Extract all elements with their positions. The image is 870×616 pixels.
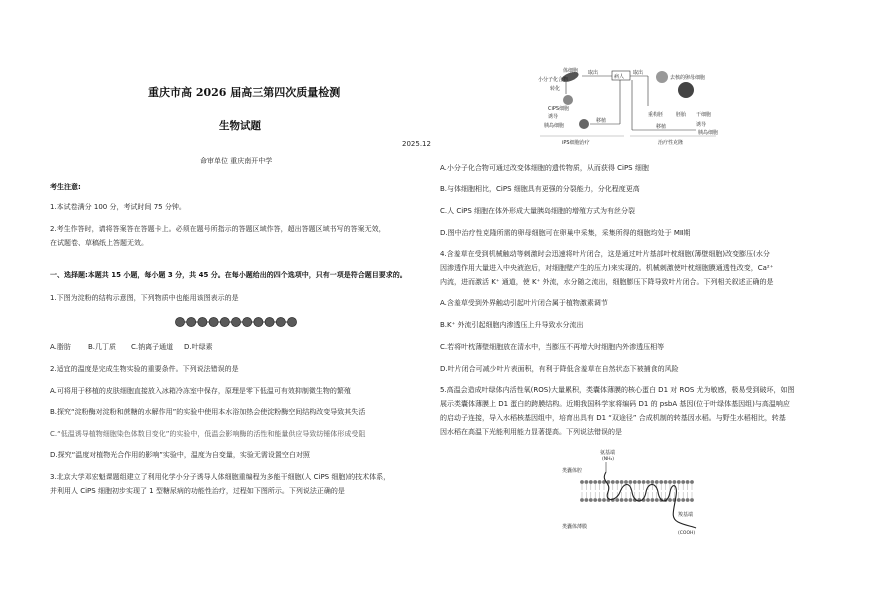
lipid-head — [651, 498, 655, 502]
question-3-stem-line: 3.北京大学邓宏魁课题组建立了利用化学小分子诱导人体细胞重编程为多能干细胞(人 CiPS 细胞)的技术体系， — [50, 473, 391, 481]
notice-line: 在试题卷、草稿纸上答题无效。 — [50, 239, 148, 247]
caption-ips: iPS细胞治疗 — [562, 140, 590, 146]
question-4-option-c: C.若将叶枕薄壁细胞放在清水中，当膨压不再增大时细胞内外渗透压相等 — [440, 343, 665, 351]
lipid-head — [677, 498, 681, 502]
d1-protein-membrane-diagram — [560, 448, 710, 536]
lipid-head — [686, 498, 690, 502]
lipid-head — [633, 480, 637, 484]
question-4-option-b: B.K⁺ 外流引起细胞内渗透压上升导致水分流出 — [440, 321, 584, 329]
lipid-head — [646, 480, 650, 484]
lipid-head — [668, 480, 672, 484]
lipid-head — [620, 480, 624, 484]
question-4-stem-line: 内流，进而激活 K⁺ 通道，使 K⁺ 外流，水分随之流出，细胞膨压下降导致叶片闭合。下列相关叙述正确的是 — [440, 278, 774, 286]
label-membrane: 类囊体薄膜 — [562, 524, 588, 530]
label-lumen: 类囊体腔 — [562, 468, 583, 474]
lipid-head — [615, 498, 619, 502]
organizer: 命审单位 重庆南开中学 — [200, 157, 273, 165]
question-1-stem: 1.下图为淀粉的结构示意图，下列物质中也能用该图表示的是 — [50, 294, 239, 302]
lipid-head — [589, 498, 593, 502]
glucose-unit — [276, 317, 285, 326]
question-5-stem-line: 的启动子连接，导入水稻核基因组中，培育出具有 D1 “双途径” 合成机制的转基因水稻。与野生水稻相比，转基 — [440, 414, 786, 422]
glucose-unit — [187, 317, 196, 326]
exam-date: 2025.12 — [402, 140, 431, 148]
notice-line: 2.考生作答时，请将答案答在答题卡上。必须在题号所指示的答题区域作答，超出答题区域书写的答案无效， — [50, 225, 386, 233]
lipid-head — [620, 498, 624, 502]
question-4-stem-line: 4.含羞草在受到机械触动等刺激时会迅速将叶片闭合，这是通过叶片基部叶枕细胞(薄壁细胞)改变膨压(水分 — [440, 250, 770, 258]
label-embryo: 胚胎 — [676, 112, 687, 118]
lipid-head — [681, 480, 685, 484]
lipid-head — [646, 498, 650, 502]
lipid-head — [624, 480, 628, 484]
notice-heading: 考生注意: — [50, 183, 81, 191]
question-3-option-b: B.与体细胞相比，CiPS 细胞具有更强的分裂能力，分化程度更高 — [440, 185, 640, 193]
lipid-head — [615, 480, 619, 484]
label-transplant-right: 移植 — [656, 124, 667, 130]
egg-cell-shape — [656, 71, 668, 83]
lipid-head — [593, 480, 597, 484]
glucose-unit — [175, 317, 184, 326]
cips-cell-shape — [563, 95, 573, 105]
lipid-head — [642, 480, 646, 484]
label-egg-cell: 去核的卵母细胞 — [670, 75, 706, 81]
label-body-cell: 体细胞 — [563, 68, 579, 74]
lipid-head — [611, 480, 615, 484]
label-small-molecule: 小分子化合物 — [538, 77, 569, 83]
lipid-head — [589, 480, 593, 484]
lipid-head — [637, 480, 641, 484]
label-n-abbr: (NH₂) — [602, 457, 615, 462]
lipid-head — [629, 480, 633, 484]
lipid-head — [690, 480, 694, 484]
notice-line: 1.本试卷满分 100 分，考试时间 75 分钟。 — [50, 203, 186, 211]
lipid-head — [664, 480, 668, 484]
lipid-head — [655, 480, 659, 484]
glucose-unit — [231, 317, 240, 326]
label-recon-embryo: 重构胚 — [648, 112, 664, 118]
glucose-unit — [287, 317, 296, 326]
subject-title: 生物试题 — [219, 120, 261, 132]
label-patient: 病人 — [614, 74, 625, 80]
lipid-head — [668, 498, 672, 502]
glucose-unit — [198, 317, 207, 326]
lipid-head — [580, 498, 584, 502]
question-5-stem-line: 展示类囊体薄膜上 D1 蛋白的跨膜结构。近期我国科学家将编码 D1 的 psbA 基因(位于叶绿体基因组)与高温响应 — [440, 400, 790, 408]
label-extract: 取出 — [588, 70, 599, 76]
lipid-head — [598, 480, 602, 484]
label-transplant-left: 移植 — [596, 118, 607, 124]
question-2-option-d: D.探究“温度对植物光合作用的影响”实验中，温度为自变量，实验无需设置空白对照 — [50, 451, 310, 459]
question-4-option-d: D.叶片闭合可减少叶片表面积，有利于降低含羞草在自然状态下被捕食的风险 — [440, 365, 679, 373]
starch-structure-diagram — [174, 314, 298, 330]
glucose-unit — [254, 317, 263, 326]
question-3-option-d: D.图中治疗性克隆所需的卵母细胞可在卵巢中采集，采集所得的细胞均处于 MⅡ期 — [440, 229, 691, 237]
question-4-stem-line: 因渗透作用大量进入中央液泡后，对细胞壁产生的压力)来实现的。机械刺激使叶枕细胞膜通透性改变，Ca²⁺ — [440, 264, 774, 272]
cips-therapy-diagram — [536, 66, 718, 148]
glucose-unit — [220, 317, 229, 326]
question-5-stem-line: 5.高温会造成叶绿体内活性氧(ROS)大量累积，类囊体薄膜的核心蛋白 D1 对 ROS 尤为敏感，极易受到破坏，如图 — [440, 386, 795, 394]
label-cips: CiPS细胞 — [548, 106, 570, 112]
question-4-option-a: A.含羞草受到外界触动引起叶片闭合属于植物激素调节 — [440, 299, 608, 307]
label-induce-right: 诱导 — [696, 122, 707, 128]
label-n-term: 氨基端 — [600, 450, 616, 456]
question-1-option-b: B.几丁质 — [88, 343, 117, 351]
question-3-option-a: A.小分子化合物可通过改变体细胞的遗传物质，从而获得 CiPS 细胞 — [440, 164, 649, 172]
caption-clone: 治疗性克隆 — [658, 140, 684, 146]
question-5-stem-line: 因水稻在高温下光能利用能力显著提高。下列说法错误的是 — [440, 428, 622, 436]
lipid-head — [598, 498, 602, 502]
question-2-option-b: B.探究“淀粉酶对淀粉和蔗糖的水解作用”的实验中使用本水浴加热会使淀粉酶空间结构改变导致其失活 — [50, 408, 366, 416]
lipid-head — [681, 498, 685, 502]
question-3-option-c: C.人 CiPS 细胞在体外形成大量胰岛细胞的增殖方式为有丝分裂 — [440, 207, 636, 215]
lipid-head — [580, 480, 584, 484]
label-islet-right: 胰岛细胞 — [698, 130, 718, 136]
lipid-head — [585, 480, 589, 484]
label-c-abbr: (COOH) — [678, 531, 696, 536]
lipid-head — [602, 498, 606, 502]
lipid-head — [686, 480, 690, 484]
lipid-head — [624, 498, 628, 502]
section-heading: 一、选择题:本题共 15 小题，每小题 3 分，共 45 分。在每小题给出的四个选项中，只有一项是符合题目要求的。 — [50, 271, 407, 279]
lipid-head — [651, 480, 655, 484]
label-transform: 转化 — [550, 86, 561, 92]
label-extract-right: 取出 — [633, 70, 644, 76]
label-stem-cell: 干细胞 — [696, 112, 712, 118]
question-1-option-d: D.叶绿素 — [184, 343, 213, 351]
label-induce: 诱导 — [548, 114, 559, 120]
label-islet-left: 胰岛细胞 — [544, 123, 565, 129]
question-2-option-c: C.“低温诱导植物细胞染色体数目变化”的实验中，低温会影响酶的活性和能量供应导致纺锤体形成受阻 — [50, 430, 366, 438]
islet-cell-shape — [579, 119, 589, 129]
glucose-unit — [265, 317, 274, 326]
lipid-head — [673, 480, 677, 484]
glucose-unit — [243, 317, 252, 326]
lipid-head — [655, 498, 659, 502]
lipid-head — [593, 498, 597, 502]
question-1-option-c: C.钠离子通道 — [131, 343, 174, 351]
exam-title: 重庆市高 2026 届高三第四次质量检测 — [148, 86, 341, 99]
lipid-head — [585, 498, 589, 502]
lipid-head — [677, 480, 681, 484]
lipid-head — [690, 498, 694, 502]
lipid-head — [629, 498, 633, 502]
question-1-option-a: A.脂肪 — [50, 343, 71, 351]
embryo-ball-shape — [678, 82, 694, 98]
lipid-head — [659, 480, 663, 484]
label-c-term: 羧基端 — [678, 512, 694, 518]
question-2-option-a: A.可将用于移植的皮肤细胞直接放入冰箱冷冻室中保存，原理是零下低温可有效抑制微生物的繁殖 — [50, 387, 351, 395]
question-3-stem-line: 并利用人 CiPS 细胞初步实现了 1 型糖尿病的功能性治疗，过程如下图所示。下列说法正确的是 — [50, 487, 345, 495]
glucose-unit — [209, 317, 218, 326]
question-2-stem: 2.适宜的温度是完成生物实验的重要条件。下列说法错误的是 — [50, 365, 239, 373]
